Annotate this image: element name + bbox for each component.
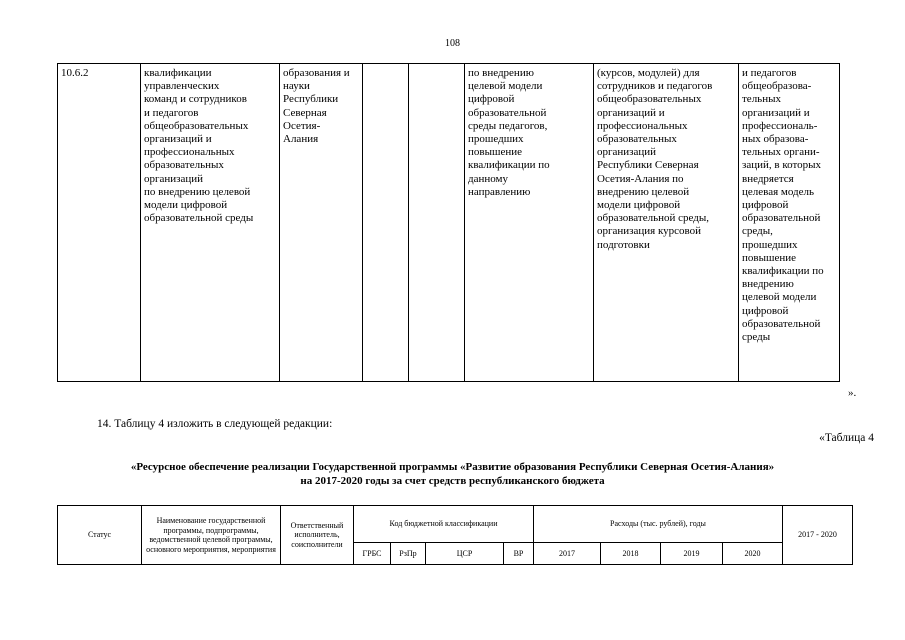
row-number: 10.6.2 [58, 64, 141, 382]
year-2018: 2018 [601, 543, 661, 565]
table-row [58, 64, 840, 382]
executor-cell: образования и науки Республики Северная Осетия- Алания [280, 64, 363, 382]
expenses-header: Расходы (тыс. рублей), годы [534, 506, 783, 543]
year-2020: 2020 [723, 543, 783, 565]
instruction-text: 14. Таблицу 4 изложить в следующей редакции: [97, 418, 333, 430]
page-number: 108 [445, 38, 460, 49]
code-vr: ВР [504, 543, 534, 565]
header-row [58, 506, 853, 543]
empty-cell [409, 64, 465, 382]
table-title-line2: на 2017-2020 годы за счет средств республиканского бюджета [300, 475, 605, 487]
year-2017: 2017 [534, 543, 601, 565]
budget-code-header: Код бюджетной классификации [354, 506, 534, 543]
closing-quote: ». [848, 387, 857, 399]
activities-cell: (курсов, модулей) для сотрудников и педагогов общеобразовательных организаций и профессиональных образовательных организаций Республики Северная Осетия-Алания по внедрению целевой модели цифровой образовательной среды, организация курсовой подготовки [594, 64, 739, 382]
name-header: Наименование государственной программы, подпрограммы, ведомственной целевой программы, основного мероприятия, мероприятия [142, 506, 281, 565]
indicator-cell: и педагогов общеобразова- тельных организаций и профессиональ- ных образова- тельных органи- заций, в которых внедряется целевая модель цифровой образовательной среды, прошедших повышение квалификации по внедрению целевой модели цифровой образовательной среды [739, 64, 840, 382]
table-title-line1: «Ресурсное обеспечение реализации Государственной программы «Развитие образования Республики Северная Осетия-Алания» [130, 461, 775, 473]
measures-table [57, 63, 840, 382]
status-header: Статус [58, 506, 142, 565]
code-csr: ЦСР [426, 543, 504, 565]
measure-name-cell: квалификации управленческих команд и сотрудников и педагогов общеобразовательных организаций и профессиональных образовательных организаций по внедрению целевой модели цифровой образовательной среды [141, 64, 280, 382]
result-cell: по внедрению целевой модели цифровой образовательной среды педагогов, прошедших повышение квалификации по данному направлению [465, 64, 594, 382]
code-grbs: ГРБС [354, 543, 391, 565]
total-period-header: 2017 - 2020 [783, 506, 853, 565]
resource-table [57, 505, 853, 565]
year-2019: 2019 [661, 543, 723, 565]
code-rzpr: РзПр [391, 543, 426, 565]
empty-cell [363, 64, 409, 382]
executor-header: Ответственный исполнитель, соисполнители [281, 506, 354, 565]
table-reference: «Таблица 4 [819, 432, 874, 444]
